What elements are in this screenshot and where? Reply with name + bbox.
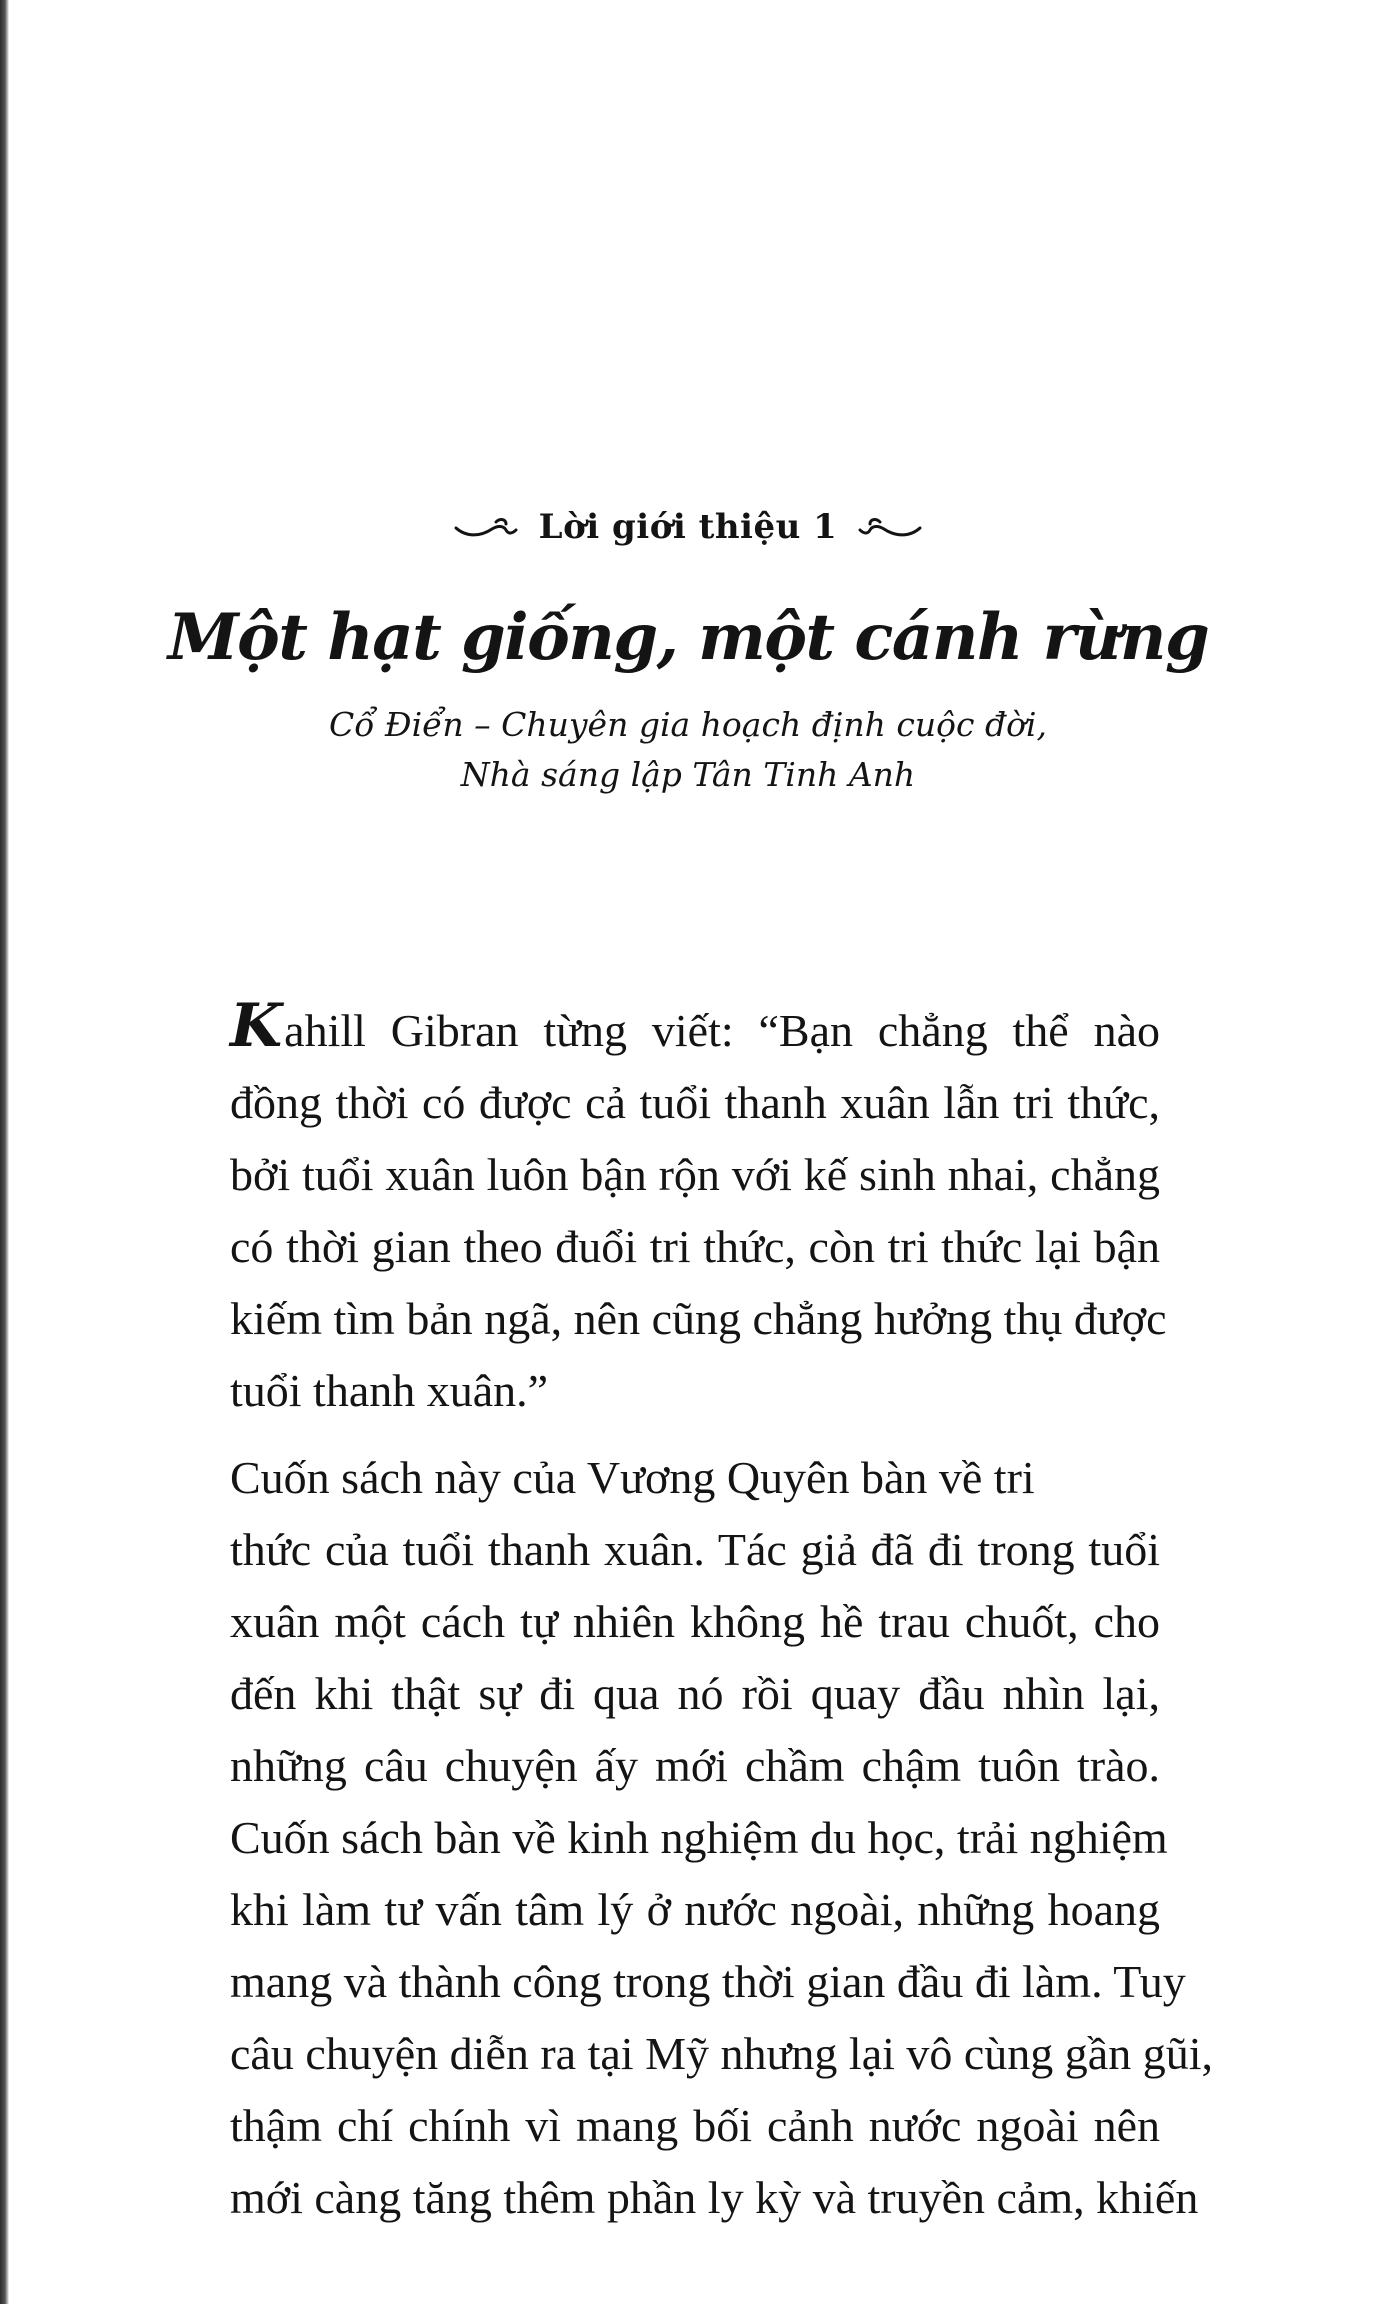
body-text (230, 991, 1214, 2234)
text-line: khi làm tư vấn tâm lý ở nước ngoài, những hoang (230, 1884, 1160, 1935)
author-byline (0, 700, 1376, 800)
text-line: có thời gian theo đuổi tri thức, còn tri thức lại bận (230, 1221, 1160, 1272)
ornament-right-icon (856, 512, 924, 542)
text-line: mang và thành công trong thời gian đầu đi làm. Tuy (230, 1956, 1186, 2007)
text-line: thức của tuổi thanh xuân. Tác giả đã đi trong tuổi (230, 1524, 1160, 1575)
text-line: đồng thời có được cả tuổi thanh xuân lẫn tri thức, (230, 1077, 1160, 1128)
paragraph-1 (230, 991, 1167, 1427)
text-line: những câu chuyện ấy mới chầm chậm tuôn trào. (230, 1740, 1160, 1791)
page-binding-edge (0, 0, 9, 2304)
text-line: câu chuyện diễn ra tại Mỹ nhưng lại vô cùng gần gũi, (230, 2028, 1214, 2079)
text-line: kiếm tìm bản ngã, nên cũng chẳng hưởng thụ được (230, 1293, 1167, 1344)
drop-cap: K (230, 991, 283, 1061)
section-kicker (0, 505, 1376, 547)
text-line (230, 1442, 1160, 1514)
byline-line: Cổ Điển – Chuyên gia hoạch định cuộc đời, (329, 705, 1047, 744)
text-line: mới càng tăng thêm phần ly kỳ và truyền cảm, khiến (230, 2172, 1199, 2223)
paragraph-2 (230, 1442, 1214, 2234)
text-line: tuổi thanh xuân.” (230, 1365, 549, 1416)
text-line: xuân một cách tự nhiên không hề trau chuốt, cho (230, 1596, 1160, 1647)
chapter-title: Một hạt giống, một cánh rừng (167, 600, 1209, 675)
text-line (230, 991, 1160, 1067)
ornament-left-icon (452, 512, 520, 542)
byline-line: Nhà sáng lập Tân Tinh Anh (460, 755, 916, 794)
text-line: bởi tuổi xuân luôn bận rộn với kế sinh nhai, chẳng (230, 1149, 1160, 1200)
text-line: thậm chí chính vì mang bối cảnh nước ngoài nên (230, 2100, 1160, 2151)
kicker-label: Lời giới thiệu 1 (538, 507, 838, 547)
text-line-content: Cuốn sách này của Vương Quyên bàn về tri (230, 1452, 1035, 1503)
text-line-content: ahill Gibran từng viết: “Bạn chẳng thể nào (284, 1005, 1160, 1056)
text-line: đến khi thật sự đi qua nó rồi quay đầu nhìn lại, (230, 1668, 1160, 1719)
text-line: Cuốn sách bàn về kinh nghiệm du học, trải nghiệm (230, 1812, 1168, 1863)
